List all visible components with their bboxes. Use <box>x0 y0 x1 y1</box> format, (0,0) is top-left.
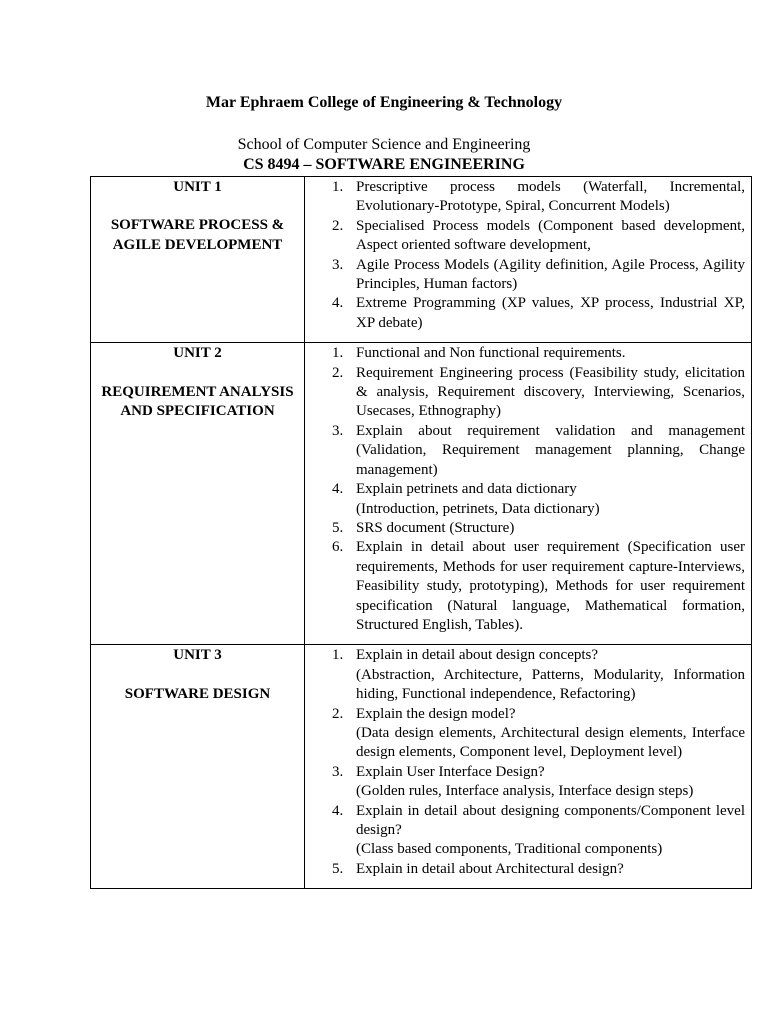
unit-number: UNIT 3 <box>173 647 222 664</box>
topic-detail: (Data design elements, Architectural design elements, Interface design elements, Component level, Deployment level) <box>356 724 745 761</box>
topic-item <box>305 294 745 333</box>
unit-row <box>91 343 752 645</box>
topic-item <box>305 860 745 879</box>
topic-text: Explain in detail about Architectural design? <box>356 860 624 877</box>
topic-item <box>305 519 745 538</box>
topic-item <box>305 705 745 763</box>
college-name: Mar Ephraem College of Engineering & Technology <box>205 94 563 111</box>
topic-number: 1. <box>332 179 344 195</box>
unit-number: UNIT 1 <box>173 179 222 195</box>
topic-list <box>305 178 745 333</box>
unit-row <box>91 177 752 343</box>
unit-cell <box>91 645 305 889</box>
syllabus-table-body <box>91 177 752 889</box>
topic-number: 4. <box>332 802 344 819</box>
syllabus-table <box>90 176 752 889</box>
topic-item <box>305 178 745 217</box>
topic-text: SRS document (Structure) <box>356 519 515 536</box>
topic-text: Explain in detail about user requirement (Specification user requirements, Methods for user requirement capture-Interviews, Feasibility study, prototyping), Methods for user requirement specification (Natural language, Mathematical formation, Structured English, Tables). <box>356 539 745 633</box>
topic-text: Functional and Non functional requirements. <box>356 345 626 362</box>
topic-number: 5. <box>332 519 344 536</box>
topic-text: Explain about requirement validation and management (Validation, Requirement management planning, Change management) <box>356 422 745 478</box>
course-title: CS 8494 – SOFTWARE ENGINEERING <box>243 156 525 173</box>
topic-item <box>305 364 745 422</box>
topic-text: Specialised Process models (Component based development, Aspect oriented software development, <box>356 217 745 254</box>
topic-text: Explain User Interface Design? <box>356 763 545 780</box>
topic-item <box>305 256 745 295</box>
topics-cell <box>305 645 752 889</box>
topic-text: Extreme Programming (XP values, XP process, Industrial XP, XP debate) <box>356 295 745 331</box>
topic-number: 2. <box>332 705 344 722</box>
topic-detail: (Introduction, petrinets, Data dictionary) <box>356 500 600 517</box>
topic-item <box>305 538 745 635</box>
topic-number: 3. <box>332 763 344 780</box>
topic-number: 4. <box>332 481 344 498</box>
topic-item <box>305 763 745 802</box>
topic-item <box>305 422 745 480</box>
topic-item <box>305 802 745 860</box>
unit-row <box>91 645 752 889</box>
topic-number: 6. <box>332 539 344 556</box>
topic-text: Requirement Engineering process (Feasibility study, elicitation & analysis, Requirement discovery, Interviewing, Scenarios, Usecases, Ethnography) <box>356 364 745 420</box>
unit-number: UNIT 2 <box>173 345 222 362</box>
topic-list <box>305 344 745 635</box>
topic-detail: (Golden rules, Interface analysis, Interface design steps) <box>356 783 694 800</box>
topic-detail: (Class based components, Traditional components) <box>356 841 663 858</box>
unit-cell <box>91 343 305 645</box>
topic-item <box>305 480 745 519</box>
topic-text: Agile Process Models (Agility definition, Agile Process, Agility Principles, Human factors) <box>356 256 745 293</box>
unit-title: SOFTWARE PROCESS & AGILE DEVELOPMENT <box>110 217 285 253</box>
school-name: School of Computer Science and Engineering <box>237 136 531 153</box>
topic-number: 2. <box>332 364 344 381</box>
topic-number: 5. <box>332 860 344 877</box>
topic-number: 3. <box>332 256 344 273</box>
topic-text: Prescriptive process models (Waterfall, Incremental, Evolutionary-Prototype, Spiral, Concurrent Models) <box>356 179 745 215</box>
topic-item <box>305 646 745 704</box>
unit-cell <box>91 177 305 343</box>
topic-text: Explain in detail about designing components/Component level design? <box>356 802 745 838</box>
unit-title: SOFTWARE DESIGN <box>124 685 271 702</box>
topic-detail: (Abstraction, Architecture, Patterns, Modularity, Information hiding, Functional independence, Refactoring) <box>356 666 745 703</box>
topic-number: 3. <box>332 422 344 439</box>
topics-cell <box>305 177 752 343</box>
topic-list <box>305 646 745 879</box>
topic-number: 1. <box>332 345 344 362</box>
topic-text: Explain petrinets and data dictionary <box>356 481 577 498</box>
topic-number: 4. <box>332 295 344 312</box>
topics-cell <box>305 343 752 645</box>
topic-item <box>305 217 745 256</box>
topic-text: Explain the design model? <box>356 705 516 722</box>
topic-number: 2. <box>332 217 344 234</box>
unit-title: REQUIREMENT ANALYSIS AND SPECIFICATION <box>101 383 294 420</box>
topic-text: Explain in detail about design concepts? <box>356 647 599 664</box>
topic-item <box>305 344 745 363</box>
topic-number: 1. <box>332 647 344 664</box>
